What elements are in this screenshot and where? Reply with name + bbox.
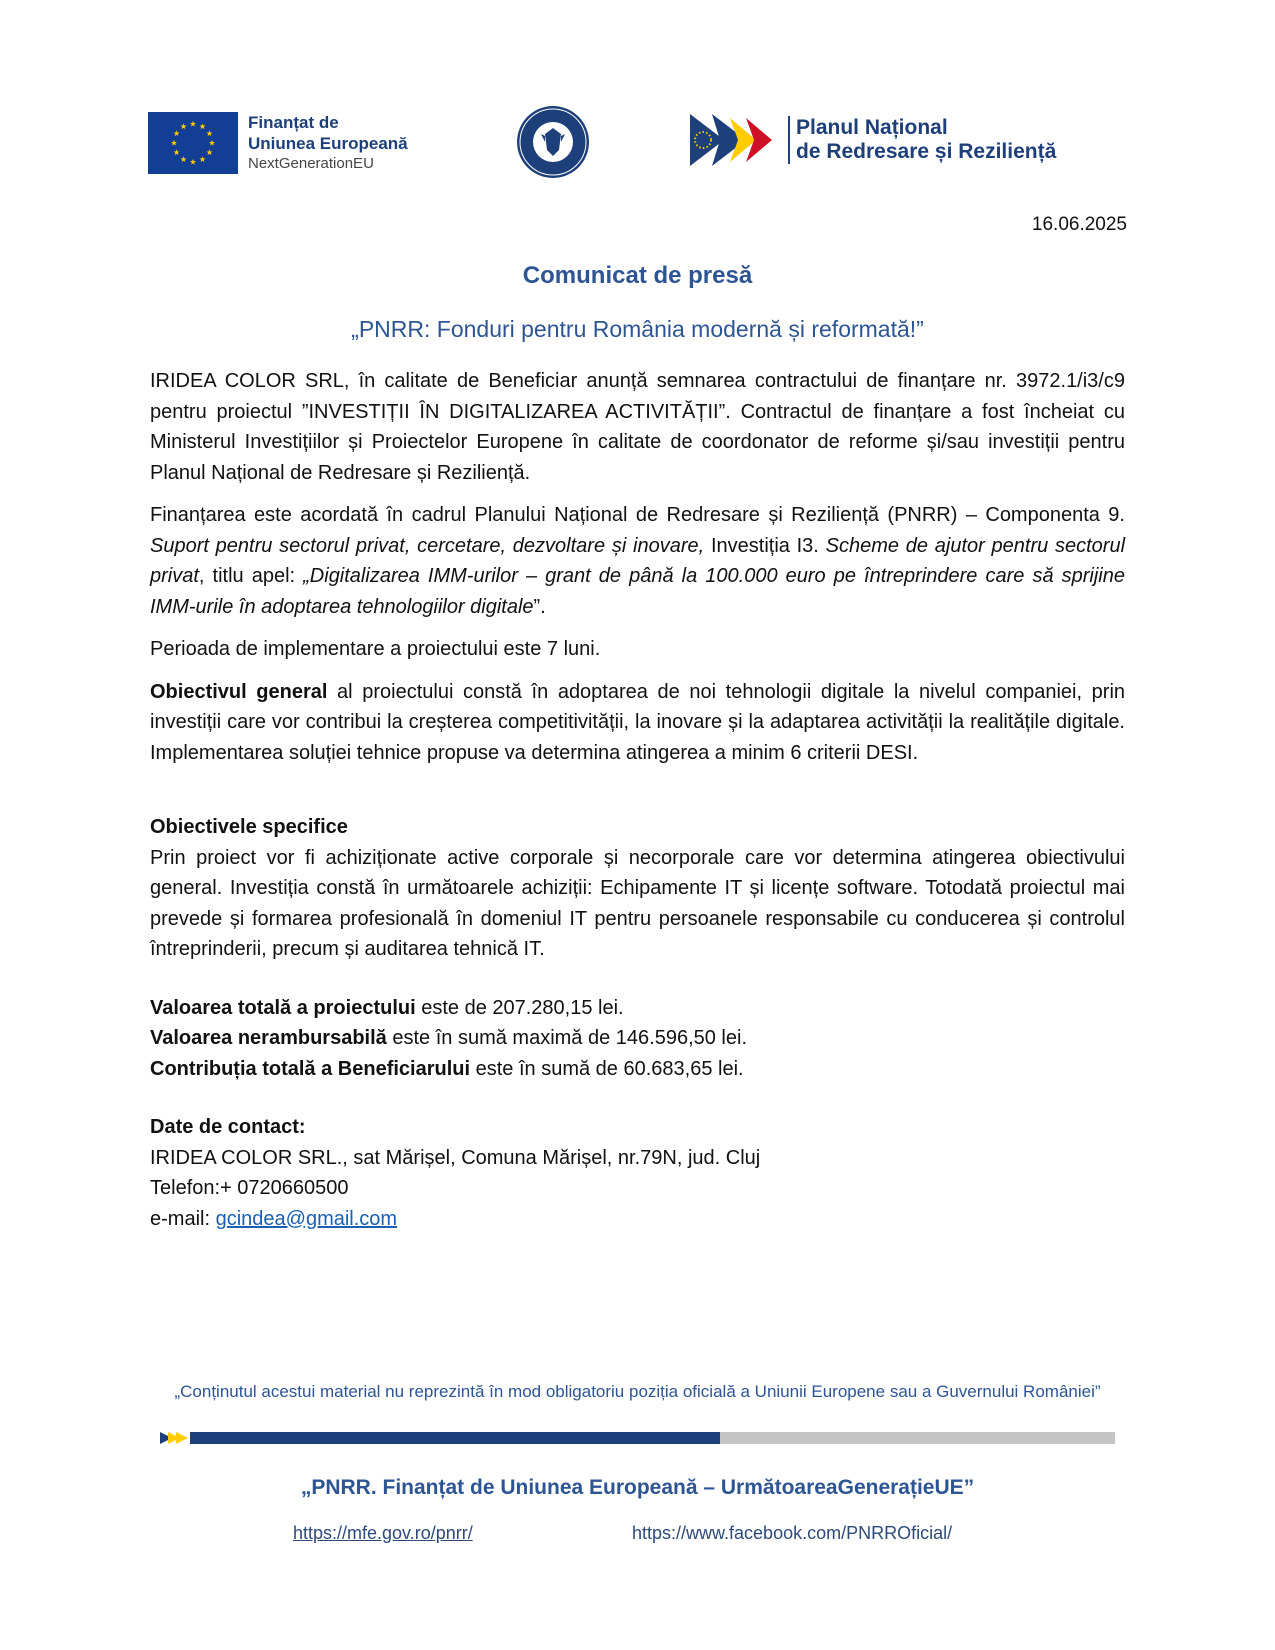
romanian-government-seal [515,104,591,184]
value-nonrefundable: Valoarea nerambursabilă este în sumă maximă de 146.596,50 lei. [150,1027,748,1049]
press-release-body [150,366,1125,1234]
eu-star [174,130,180,136]
footer-arrows-icon [160,1432,194,1444]
specific-objectives-heading: Obiectivele specifice [150,816,348,838]
eu-star [190,159,196,165]
paragraph-financing: Finanțarea este acordată în cadrul Planului Național de Redresare și Reziliență (PNRR) – Componenta 9. Suport pentru sectorul privat, cercetare, dezvoltare și inovare, Investiția I3. Scheme de ajutor pentru sectorul privat, titlu apel: „Digitalizarea IMM-urilor – grant de până la 100.000 euro pe întreprindere care să sprijine IMM-urile în adoptarea tehnologiilor digitale”. [150,504,1126,618]
eu-logo-line2: Uniunea Europeană [248,134,408,153]
document-date: 16.06.2025 [1031,214,1127,235]
eu-star [209,140,215,146]
eu-star [174,149,180,155]
eu-logo-line1: Finanțat de [248,113,339,132]
eu-star [206,149,212,155]
eu-star [180,123,186,129]
eu-star [190,121,196,127]
eu-flag-icon [148,112,238,174]
paragraph-period: Perioada de implementare a proiectului este 7 luni. [150,638,601,660]
pnrr-arrows-icon [690,114,782,166]
header-logos [0,104,1275,184]
contact-email-link[interactable]: gcindea@gmail.com [215,1207,398,1230]
paragraph-beneficiary: IRIDEA COLOR SRL, în calitate de Beneficiar anunță semnarea contractului de finanțare nr. 3972.1/i3/c9 pentru proiectul ”INVESTIȚII ÎN DIGITALIZAREA ACTIVITĂȚII”. Contractul de finanțare a fost încheiat cu Ministerul Investițiilor și Proiectelor Europene în calitate de coordonator de reforme și/sau investiții pentru Planul Național de Redresare și Reziliență. [150,370,1125,484]
contact-phone: Telefon:+ 0720660500 [150,1177,349,1199]
eu-star [171,140,177,146]
eu-star [199,156,205,162]
eu-star [206,130,212,136]
footer-divider-bar [160,1432,1115,1444]
eu-star [199,123,205,129]
footer-disclaimer: „Conținutul acestui material nu reprezintă în mod obligatoriu poziția oficială a Uniunii Europene sau a Guvernului României” [174,1382,1101,1401]
footer-link-mfe[interactable]: https://mfe.gov.ro/pnrr/ [293,1523,473,1543]
pnrr-logo-line2: de Redresare și Reziliență [796,140,1057,163]
paragraph-specific-objectives: Prin proiect vor fi achiziționate active corporale și necorporale care vor determina atingerea obiectivului general. Investiția constă în următoarele achiziții: Echipamente IT și licențe software. Totodată proiectul mai prevede și formarea profesională în domeniul IT pentru persoanele responsabile cu conducerea și controlul întreprinderii, precum și auditarea tehnică IT. [150,846,1125,960]
paragraph-general-objective: Obiectivul general al proiectului constă în adoptarea de noi tehnologii digitale la nivelul companiei, prin investiții care vor contribui la creșterea competitivității, la inovare și la adaptarea activității la realitățile digitale. Implementarea soluției tehnice propuse va determina atingerea a minim 6 criterii DESI. [150,680,1126,764]
footer-slogan: „PNRR. Finanțat de Uniunea Europeană – UrmătoareaGenerațieUE” [300,1476,975,1499]
page-title: Comunicat de presă [522,262,753,289]
pnrr-logo [690,114,1056,166]
eu-funding-logo [148,112,408,174]
contact-address: IRIDEA COLOR SRL., sat Mărișel, Comuna Mărișel, nr.79N, jud. Cluj [150,1146,761,1169]
footer-link-facebook[interactable]: https://www.facebook.com/PNRROficial/ [632,1523,953,1543]
contact-heading: Date de contact: [150,1116,306,1138]
page-subtitle: „PNRR: Fonduri pentru România modernă și reformată!” [351,316,924,342]
eu-star [180,156,186,162]
contact-email-line: e-mail: gcindea@gmail.com [150,1207,398,1230]
pnrr-logo-line1: Planul Național [796,116,948,139]
value-total: Valoarea totală a proiectului este de 207.280,15 lei. [150,996,624,1019]
value-contribution: Contribuția totală a Beneficiarului este în sumă de 60.683,65 lei. [150,1057,744,1080]
eu-logo-line3: NextGenerationEU [248,155,374,172]
